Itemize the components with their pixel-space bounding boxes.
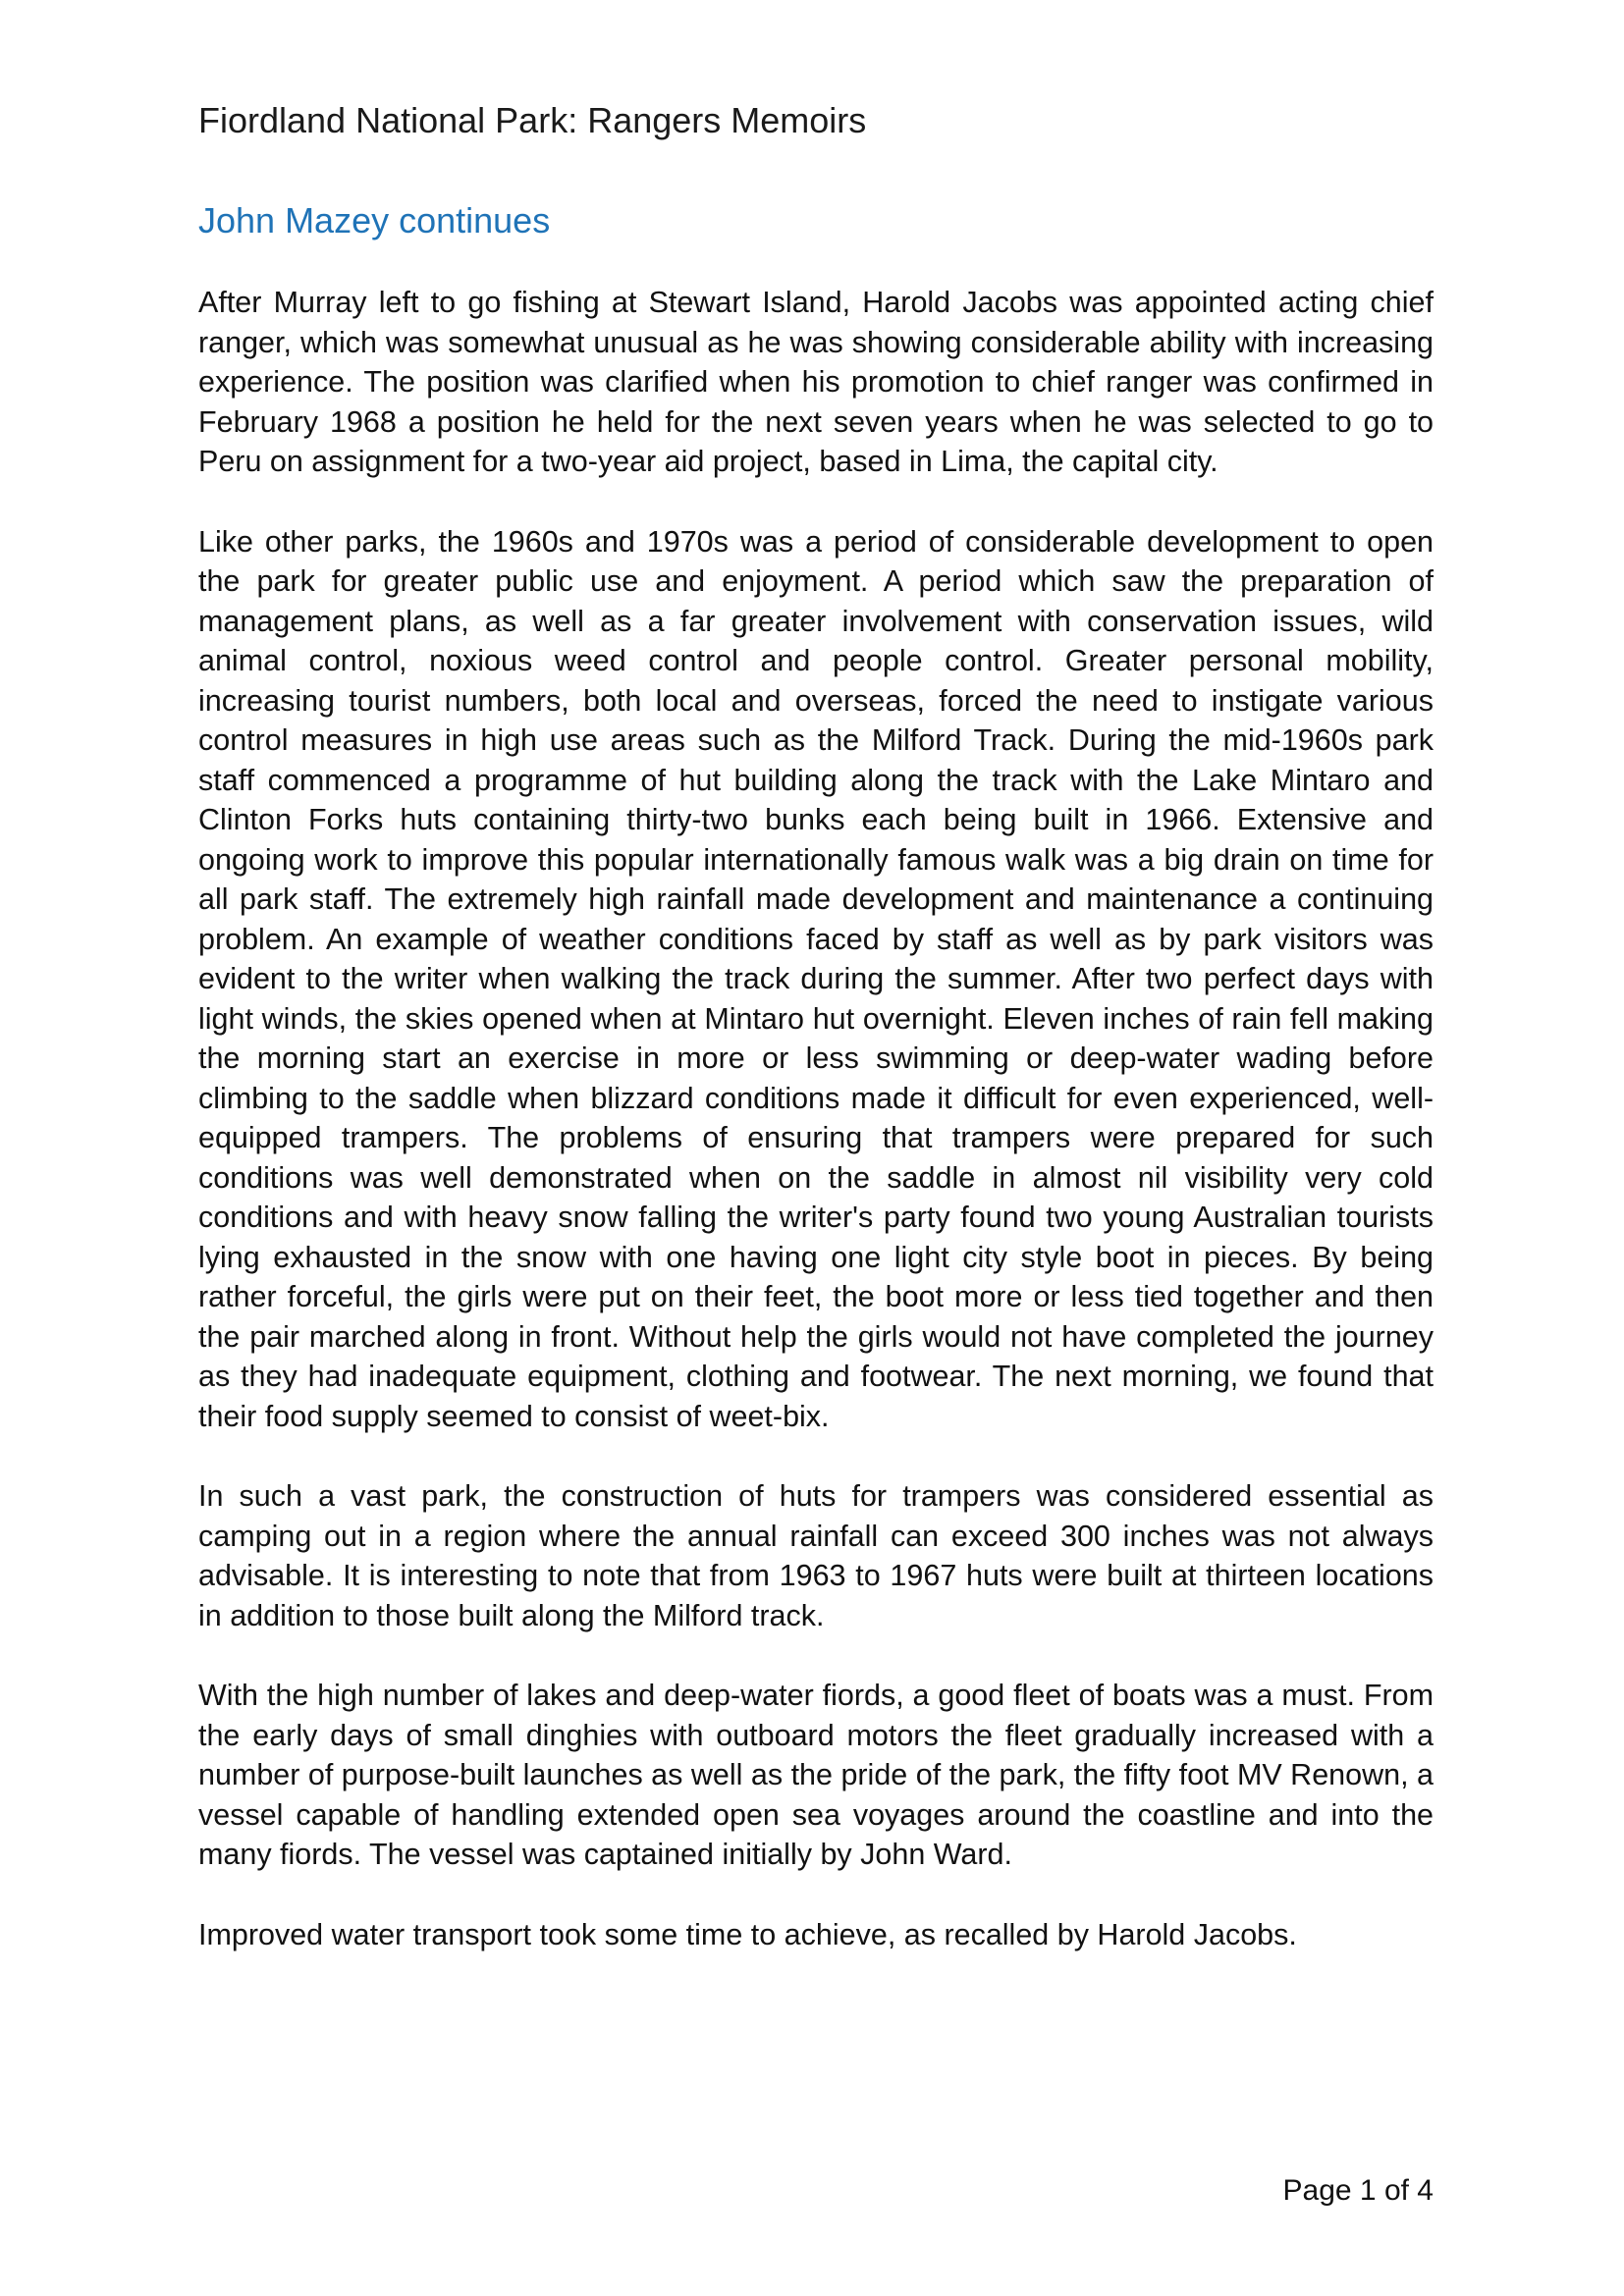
- document-header: Fiordland National Park: Rangers Memoirs: [198, 100, 867, 140]
- paragraph: In such a vast park, the construction of huts for trampers was considered essential as camping out in a region where the annual rainfall can exceed 300 inches was not always advisable. It is interesting to note that from 1963 to 1967 huts were built at thirteen locations in addition to those built along the Milford track.: [198, 1479, 1434, 1632]
- paragraph: After Murray left to go fishing at Stewart Island, Harold Jacobs was appointed acting chief ranger, which was somewhat unusual as he was showing considerable ability with increasing experience. The position was clarified when his promotion to chief ranger was confirmed in February 1968 a position he held for the next seven years when he was selected to go to Peru on assignment for a two-year aid project, based in Lima, the capital city.: [198, 286, 1434, 478]
- section-heading: John Mazey continues: [198, 200, 551, 240]
- paragraph: With the high number of lakes and deep-water fiords, a good fleet of boats was a must. From the early days of small dinghies with outboard motors the fleet gradually increased with a number of purpose-built launches as well as the pride of the park, the fifty foot MV Renown, a vessel capable of handling extended open sea voyages around the coastline and into the many fiords. The vessel was captained initially by John Ward.: [198, 1679, 1434, 1871]
- paragraph: Improved water transport took some time to achieve, as recalled by Harold Jacobs.: [198, 1917, 1297, 1951]
- page-number: Page 1 of 4: [1282, 2174, 1434, 2207]
- body-text: [198, 283, 1434, 1995]
- paragraph: Like other parks, the 1960s and 1970s was a period of considerable development to open the park for greater public use and enjoyment. A period which saw the preparation of management plans, as well as a far greater involvement with conservation issues, wild animal control, noxious weed control and people control. Greater personal mobility, increasing tourist numbers, both local and overseas, forced the need to instigate various control measures in high use areas such as the Milford Track. During the mid-1960s park staff commenced a programme of hut building along the track with the Lake Mintaro and Clinton Forks huts containing thirty-two bunks each being built in 1966. Extensive and ongoing work to improve this popular internationally famous walk was a big drain on time for all park staff. The extremely high rainfall made development and maintenance a continuing problem. An example of weather conditions faced by staff as well as by park visitors was evident to the writer when walking the track during the summer. After two perfect days with light winds, the skies opened when at Mintaro hut overnight. Eleven inches of rain fell making the morning start an exercise in more or less swimming or deep-water wading before climbing to the saddle when blizzard conditions made it difficult for even experienced, well- equipped trampers. The problems of ensuring that trampers were prepared for such conditions was well demonstrated when on the saddle in almost nil visibility very cold conditions and with heavy snow falling the writer's party found two young Australian tourists lying exhausted in the snow with one having one light city style boot in pieces. By being rather forceful, the girls were put on their feet, the boot more or less tied together and then the pair marched along in front. Without help the girls would not have completed the journey as they had inadequate equipment, clothing and footwear. The next morning, we found that their food supply seemed to consist of weet-bix.: [198, 524, 1434, 1433]
